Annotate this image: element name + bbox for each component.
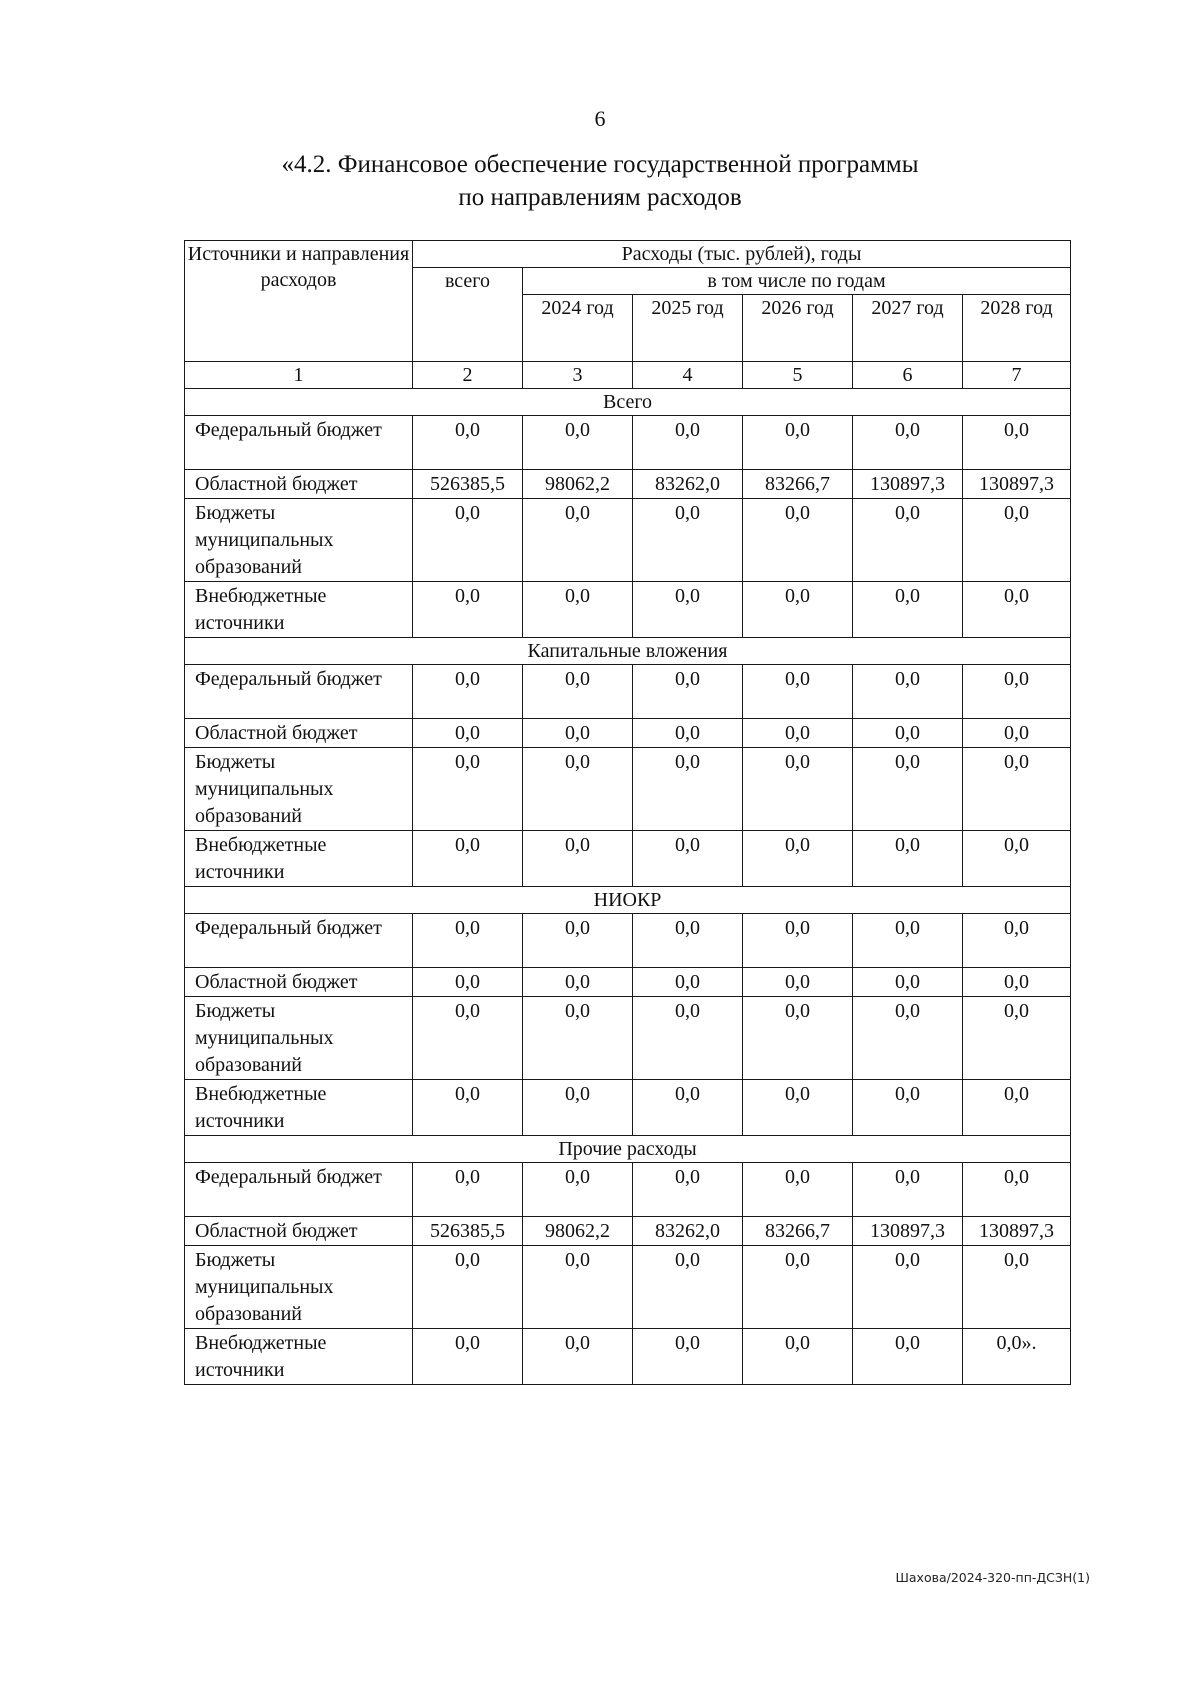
row-label: Федеральный бюджет (185, 665, 413, 719)
table-row (185, 831, 1071, 887)
value-cell: 0,0 (743, 582, 853, 638)
section-header-row (185, 389, 1071, 416)
table-row (185, 1217, 1071, 1246)
value-cell: 0,0 (963, 499, 1071, 582)
row-label: Областной бюджет (185, 1217, 413, 1246)
value-cell: 0,0 (853, 582, 963, 638)
value-cell: 0,0 (413, 719, 523, 748)
value-cell: 0,0 (963, 997, 1071, 1080)
value-cell: 83262,0 (633, 470, 743, 499)
table-row (185, 1163, 1071, 1217)
value-cell: 0,0 (413, 416, 523, 470)
table-row (185, 582, 1071, 638)
financing-table (184, 240, 1071, 1385)
value-cell: 0,0 (633, 831, 743, 887)
value-cell: 0,0 (413, 1080, 523, 1136)
value-cell: 0,0 (523, 831, 633, 887)
value-cell: 0,0 (743, 416, 853, 470)
value-cell: 0,0 (963, 1163, 1071, 1217)
row-label: Федеральный бюджет (185, 416, 413, 470)
header-year: 2025 год (633, 295, 743, 362)
value-cell: 0,0 (523, 748, 633, 831)
value-cell: 0,0». (963, 1329, 1071, 1385)
value-cell: 98062,2 (523, 1217, 633, 1246)
value-cell: 0,0 (853, 968, 963, 997)
value-cell: 83266,7 (743, 1217, 853, 1246)
value-cell: 0,0 (963, 665, 1071, 719)
section-title: Капитальные вложения (185, 638, 1071, 665)
row-label: Областной бюджет (185, 968, 413, 997)
value-cell: 0,0 (853, 914, 963, 968)
value-cell: 0,0 (743, 499, 853, 582)
value-cell: 0,0 (963, 831, 1071, 887)
value-cell: 0,0 (633, 914, 743, 968)
value-cell: 130897,3 (853, 470, 963, 499)
title-line-1: «4.2. Финансовое обеспечение государственной программы (281, 151, 919, 178)
row-label: Внебюджетные источники (185, 1080, 413, 1136)
value-cell: 0,0 (633, 719, 743, 748)
value-cell: 0,0 (633, 1080, 743, 1136)
header-expenses: Расходы (тыс. рублей), годы (413, 241, 1071, 268)
row-label: Областной бюджет (185, 470, 413, 499)
table-row (185, 748, 1071, 831)
table-row (185, 416, 1071, 470)
value-cell: 0,0 (633, 582, 743, 638)
row-label: Внебюджетные источники (185, 582, 413, 638)
value-cell: 0,0 (963, 914, 1071, 968)
header-sources: Источники и направления расходов (185, 241, 413, 362)
value-cell: 130897,3 (853, 1217, 963, 1246)
value-cell: 0,0 (743, 914, 853, 968)
value-cell: 83266,7 (743, 470, 853, 499)
page-number: 6 (594, 106, 606, 131)
column-number: 4 (633, 362, 743, 389)
column-number: 7 (963, 362, 1071, 389)
header-year: 2028 год (963, 295, 1071, 362)
value-cell: 0,0 (413, 1329, 523, 1385)
row-label: Областной бюджет (185, 719, 413, 748)
value-cell: 0,0 (853, 748, 963, 831)
value-cell: 0,0 (853, 1080, 963, 1136)
value-cell: 0,0 (633, 665, 743, 719)
value-cell: 0,0 (523, 1329, 633, 1385)
column-number: 3 (523, 362, 633, 389)
value-cell: 130897,3 (963, 1217, 1071, 1246)
row-label: Бюджеты муниципальных образований (185, 997, 413, 1080)
value-cell: 0,0 (963, 416, 1071, 470)
value-cell: 0,0 (743, 748, 853, 831)
table-row (185, 470, 1071, 499)
header-year: 2026 год (743, 295, 853, 362)
value-cell: 0,0 (633, 1329, 743, 1385)
table-row (185, 914, 1071, 968)
table-body (185, 389, 1071, 1385)
section-title: НИОКР (185, 887, 1071, 914)
value-cell: 0,0 (413, 914, 523, 968)
value-cell: 0,0 (413, 831, 523, 887)
value-cell: 0,0 (413, 1163, 523, 1217)
row-label: Федеральный бюджет (185, 1163, 413, 1217)
table-row (185, 1246, 1071, 1329)
value-cell: 526385,5 (413, 470, 523, 499)
value-cell: 0,0 (523, 1080, 633, 1136)
value-cell: 0,0 (853, 719, 963, 748)
section-title: Прочие расходы (185, 1136, 1071, 1163)
row-label: Бюджеты муниципальных образований (185, 1246, 413, 1329)
value-cell: 0,0 (413, 968, 523, 997)
value-cell: 0,0 (523, 968, 633, 997)
row-label: Внебюджетные источники (185, 831, 413, 887)
row-label: Федеральный бюджет (185, 914, 413, 968)
value-cell: 98062,2 (523, 470, 633, 499)
value-cell: 0,0 (853, 665, 963, 719)
value-cell: 0,0 (413, 748, 523, 831)
value-cell: 0,0 (743, 1163, 853, 1217)
value-cell: 0,0 (633, 416, 743, 470)
document-title (0, 148, 1200, 214)
value-cell: 0,0 (523, 1163, 633, 1217)
table-row (185, 997, 1071, 1080)
value-cell: 0,0 (743, 719, 853, 748)
table-row (185, 968, 1071, 997)
value-cell: 0,0 (523, 582, 633, 638)
value-cell: 0,0 (853, 416, 963, 470)
value-cell: 0,0 (633, 499, 743, 582)
value-cell: 0,0 (743, 831, 853, 887)
value-cell: 0,0 (963, 1080, 1071, 1136)
document-code-footer: Шахова/2024-320-пп-ДСЗН(1) (895, 1570, 1090, 1585)
value-cell: 0,0 (963, 968, 1071, 997)
value-cell: 0,0 (523, 665, 633, 719)
table-row (185, 499, 1071, 582)
value-cell: 0,0 (853, 997, 963, 1080)
value-cell: 0,0 (853, 1163, 963, 1217)
value-cell: 0,0 (963, 582, 1071, 638)
value-cell: 0,0 (853, 1246, 963, 1329)
value-cell: 0,0 (633, 968, 743, 997)
column-numbers-row (185, 362, 1071, 389)
value-cell: 0,0 (413, 1246, 523, 1329)
value-cell: 0,0 (853, 831, 963, 887)
table-row (185, 665, 1071, 719)
value-cell: 83262,0 (633, 1217, 743, 1246)
table-row (185, 719, 1071, 748)
value-cell: 0,0 (523, 914, 633, 968)
header-total: всего (413, 268, 523, 362)
value-cell: 0,0 (853, 499, 963, 582)
column-number: 6 (853, 362, 963, 389)
value-cell: 0,0 (743, 1080, 853, 1136)
title-line-2: по направлениям расходов (458, 184, 742, 211)
value-cell: 0,0 (743, 1329, 853, 1385)
value-cell: 0,0 (523, 499, 633, 582)
value-cell: 0,0 (743, 1246, 853, 1329)
value-cell: 0,0 (963, 719, 1071, 748)
header-year: 2027 год (853, 295, 963, 362)
value-cell: 130897,3 (963, 470, 1071, 499)
section-header-row (185, 638, 1071, 665)
value-cell: 0,0 (523, 1246, 633, 1329)
value-cell: 0,0 (743, 997, 853, 1080)
value-cell: 0,0 (413, 499, 523, 582)
value-cell: 0,0 (523, 997, 633, 1080)
value-cell: 0,0 (743, 665, 853, 719)
value-cell: 0,0 (963, 1246, 1071, 1329)
value-cell: 0,0 (523, 416, 633, 470)
value-cell: 0,0 (633, 1246, 743, 1329)
header-year: 2024 год (523, 295, 633, 362)
value-cell: 0,0 (413, 665, 523, 719)
column-number: 1 (185, 362, 413, 389)
section-title: Всего (185, 389, 1071, 416)
header-by-years: в том числе по годам (523, 268, 1071, 295)
row-label: Внебюджетные источники (185, 1329, 413, 1385)
value-cell: 0,0 (633, 1163, 743, 1217)
section-header-row (185, 1136, 1071, 1163)
row-label: Бюджеты муниципальных образований (185, 748, 413, 831)
value-cell: 0,0 (743, 968, 853, 997)
column-number: 5 (743, 362, 853, 389)
section-header-row (185, 887, 1071, 914)
row-label: Бюджеты муниципальных образований (185, 499, 413, 582)
value-cell: 0,0 (853, 1329, 963, 1385)
table-row (185, 1329, 1071, 1385)
table-row (185, 1080, 1071, 1136)
value-cell: 0,0 (523, 719, 633, 748)
value-cell: 0,0 (413, 582, 523, 638)
column-number: 2 (413, 362, 523, 389)
value-cell: 0,0 (963, 748, 1071, 831)
value-cell: 0,0 (633, 748, 743, 831)
value-cell: 0,0 (413, 997, 523, 1080)
value-cell: 526385,5 (413, 1217, 523, 1246)
value-cell: 0,0 (633, 997, 743, 1080)
